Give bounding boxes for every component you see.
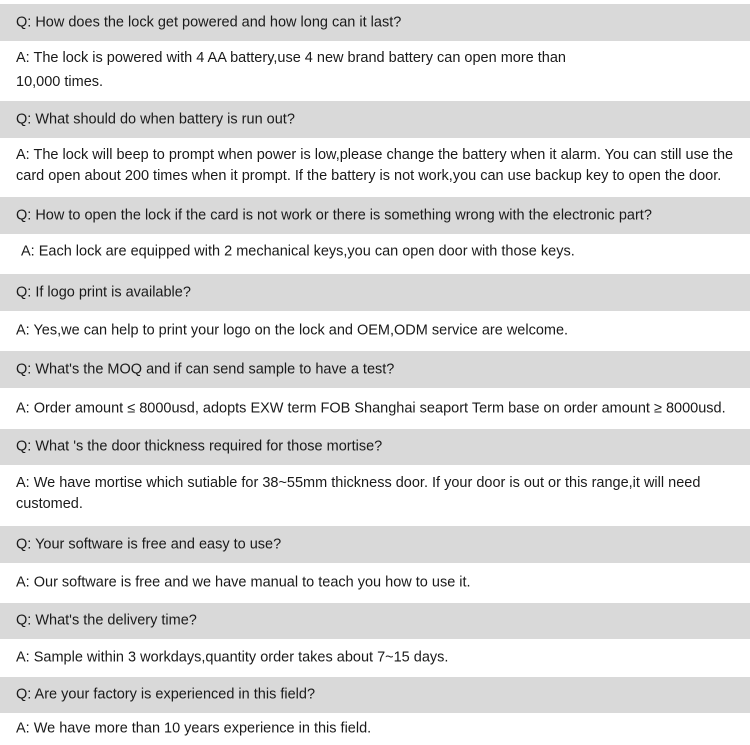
faq-answer [0,465,750,526]
question-text: Q: What's the delivery time? [16,612,197,629]
question-text: Q: Are your factory is experienced in this field? [16,686,316,703]
answer-text: A: Order amount ≤ 8000usd, adopts EXW term FOB Shanghai seaport Term base on order amount ≥ 8000usd. [16,400,726,416]
faq-answer [0,713,750,745]
faq-question [0,526,750,563]
answer-text-line-1: A: The lock will beep to prompt when power is low,please change the battery when it alarm. You can still use the [16,147,734,163]
faq-question [0,101,750,138]
answer-text-line-2: 10,000 times. [16,74,104,90]
faq-answer [0,563,750,603]
question-text: Q: How to open the lock if the card is not work or there is something wrong with the electronic part? [16,207,652,223]
answer-text: A: Sample within 3 workdays,quantity order takes about 7~15 days. [16,649,449,666]
faq-question [0,603,750,639]
faq-answer [0,639,750,677]
faq-question [0,351,750,388]
question-text: Q: If logo print is available? [16,284,191,300]
question-text: Q: What should do when battery is run out? [16,111,295,127]
question-text: Q: Your software is free and easy to use? [16,536,282,552]
answer-text-line-2: card open about 200 times when it prompt. If the battery is not work,you can use backup key to open the door. [16,168,722,184]
question-text: Q: What's the MOQ and if can send sample to have a test? [16,361,395,377]
faq-question [0,274,750,311]
answer-text: A: We have more than 10 years experience in this field. [16,720,372,737]
faq-answer [0,234,750,270]
answer-text-line-1: A: The lock is powered with 4 AA battery,use 4 new brand battery can open more than [16,50,566,66]
faq-question [0,429,750,465]
answer-text: A: Our software is free and we have manual to teach you how to use it. [16,574,471,591]
question-text: Q: What 's the door thickness required for those mortise? [16,438,383,455]
answer-text-line-2: customed. [16,496,83,512]
answer-text: A: Yes,we can help to print your logo on the lock and OEM,ODM service are welcome. [16,322,569,339]
faq-question [0,4,750,41]
faq-question [0,677,750,713]
answer-text-line-1: A: We have mortise which sutiable for 38~55mm thickness door. If your door is out or this range,it will need [16,475,701,491]
faq-answer [0,138,750,197]
faq-answer [0,311,750,351]
faq-question [0,197,750,234]
question-text: Q: How does the lock get powered and how long can it last? [16,14,402,30]
faq-answer [0,388,750,429]
answer-text: A: Each lock are equipped with 2 mechanical keys,you can open door with those keys. [21,243,575,260]
faq-answer [0,41,750,101]
